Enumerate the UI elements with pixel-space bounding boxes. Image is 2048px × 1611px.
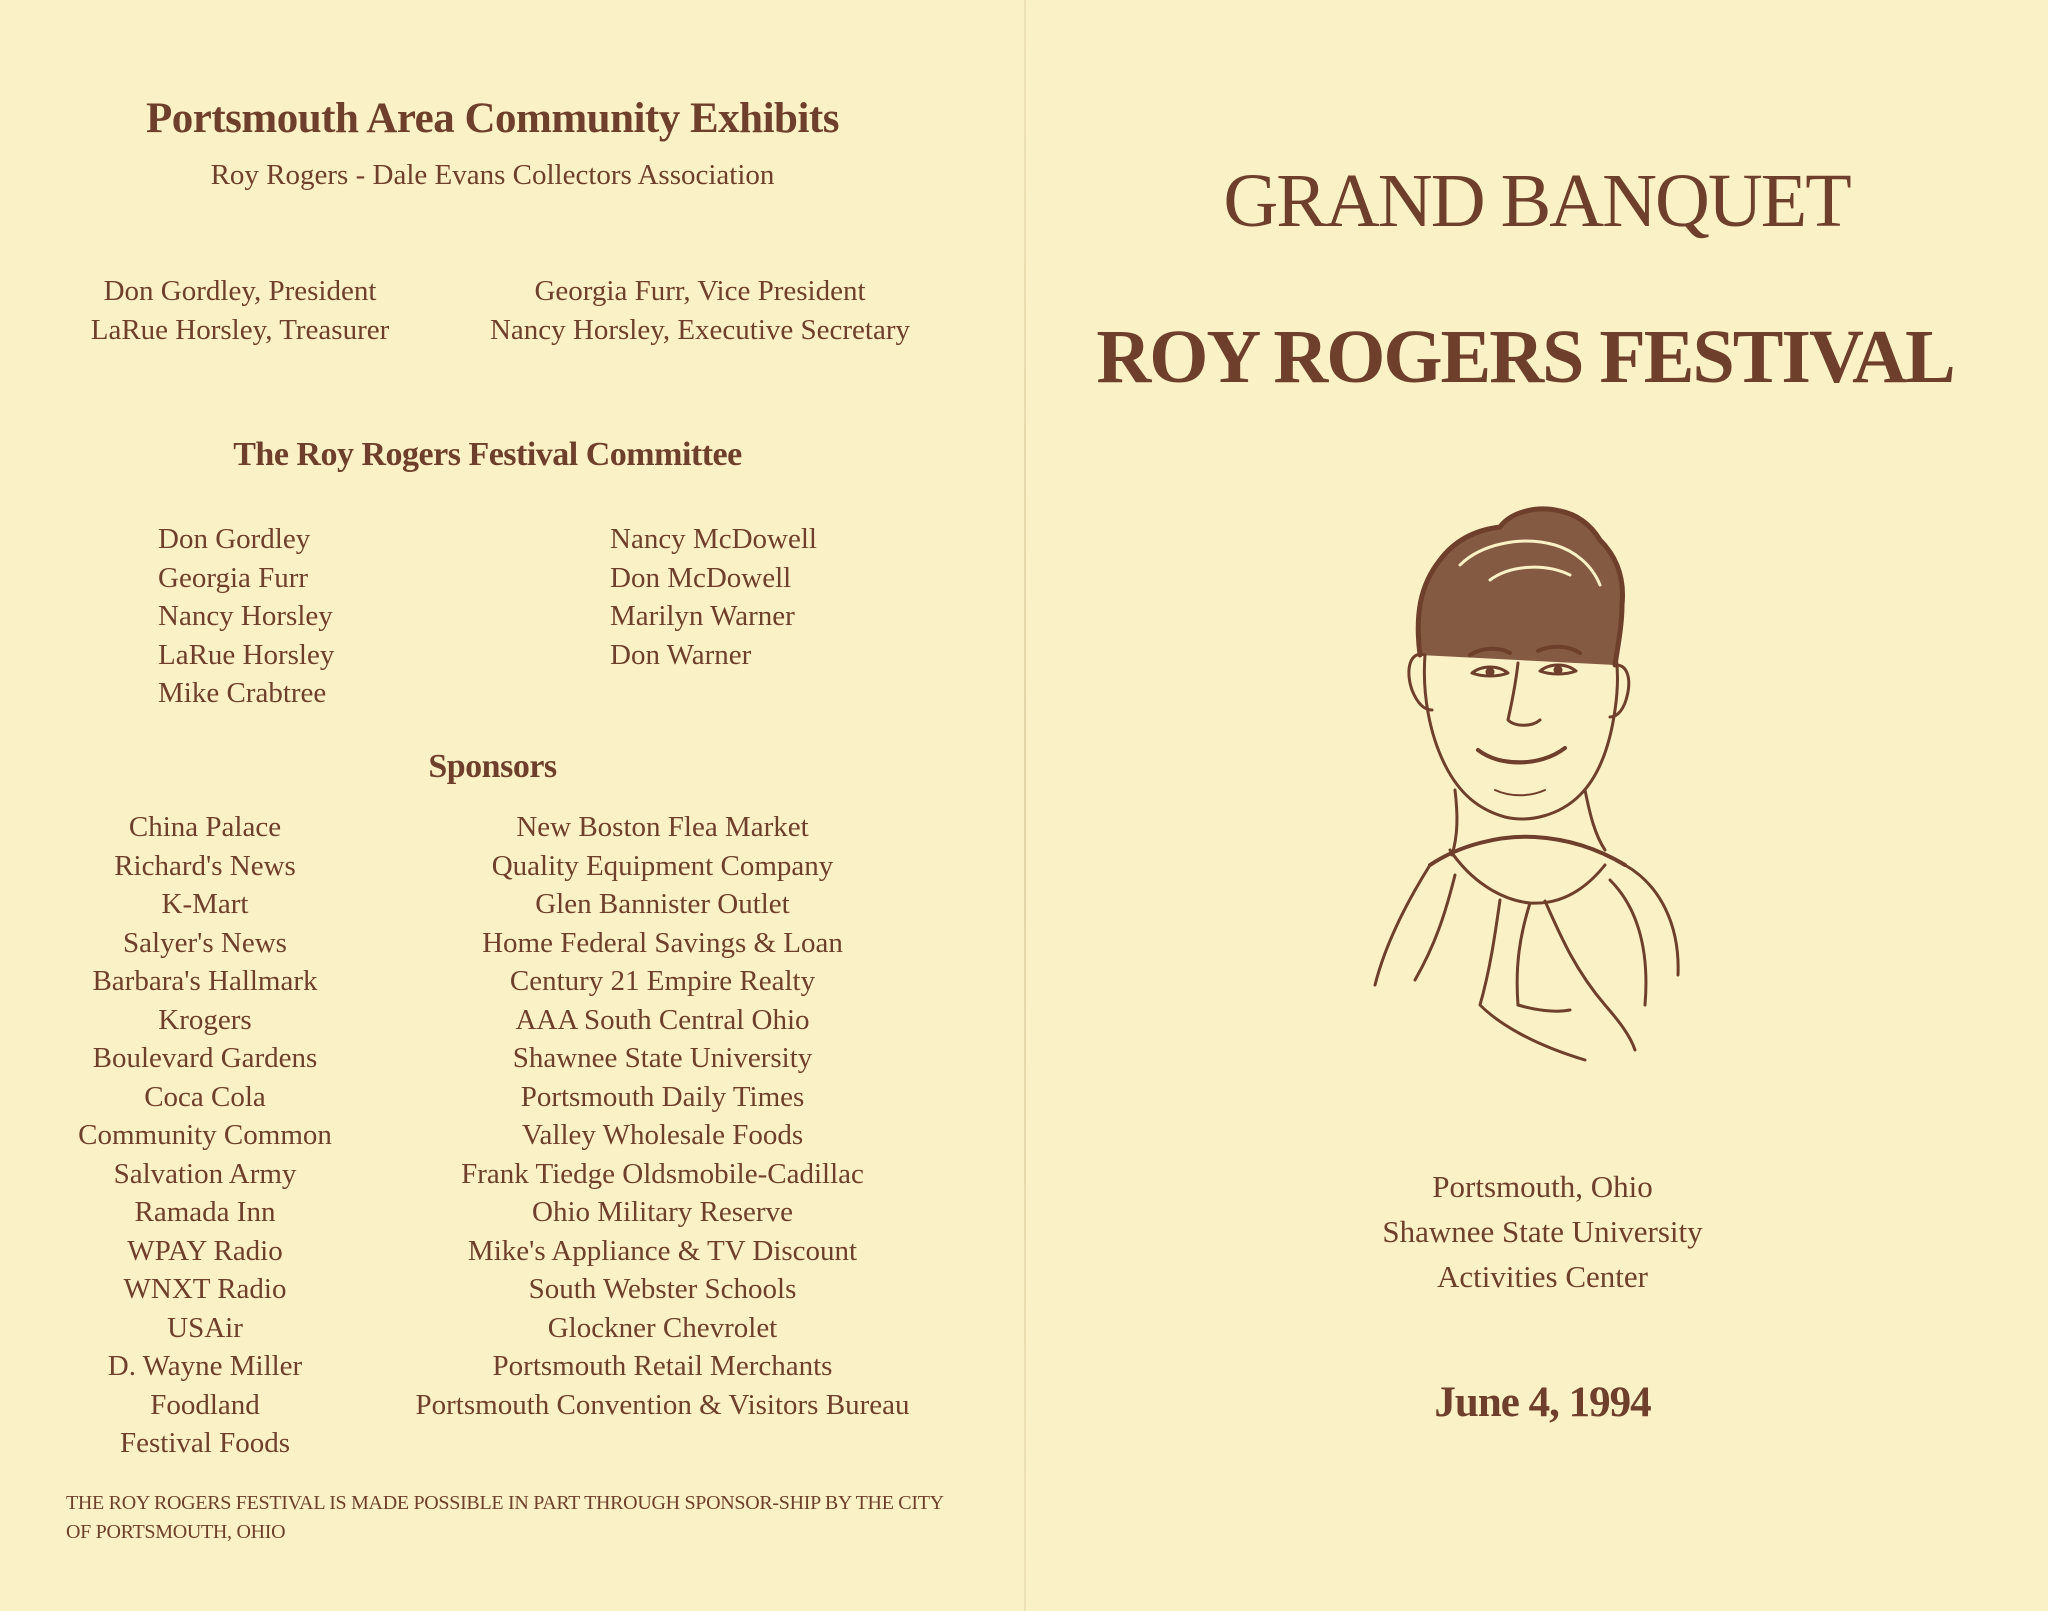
event-date: June 4, 1994	[1434, 1379, 1651, 1426]
sponsor-item: Foodland	[150, 1388, 260, 1421]
cowboy-portrait-icon	[1360, 505, 1740, 1065]
location-block	[1025, 1164, 2048, 1299]
committee-member: Mike Crabtree	[158, 677, 327, 709]
committee-right-column	[610, 520, 930, 674]
sponsor-item: China Palace	[128, 811, 282, 843]
committee-member: Marilyn Warner	[610, 600, 795, 632]
sponsor-item: Quality Equipment Company	[491, 849, 834, 882]
committee-member: Don Gordley	[158, 523, 311, 555]
location-venue: Activities Center	[1437, 1259, 1648, 1294]
sponsor-item: USAir	[167, 1311, 243, 1344]
sponsor-item: Portsmouth Retail Merchants	[492, 1350, 833, 1382]
sponsor-item: South Webster Schools	[528, 1273, 797, 1305]
sponsor-item: Valley Wholesale Foods	[521, 1119, 804, 1151]
committee-member: Nancy Horsley	[158, 600, 333, 632]
sponsor-item: Barbara's Hallmark	[92, 965, 318, 997]
sponsors-title: Sponsors	[428, 748, 557, 785]
sponsor-item: New Boston Flea Market	[516, 811, 809, 843]
sponsor-item: Home Federal Savings & Loan	[482, 926, 843, 959]
sponsors-right-column	[390, 808, 935, 1424]
right-panel	[1025, 0, 2048, 1611]
sponsor-item: Glockner Chevrolet	[547, 1311, 778, 1344]
location-city: Portsmouth, Ohio	[1432, 1169, 1653, 1204]
festival-title: ROY ROGERS FESTIVAL	[1096, 315, 1954, 399]
sponsor-item: Salyer's News	[123, 926, 287, 959]
exhibits-title: Portsmouth Area Community Exhibits	[146, 95, 839, 142]
committee-member: Nancy McDowell	[610, 523, 817, 555]
committee-member: Don Warner	[610, 638, 752, 671]
sponsors-left-column	[45, 808, 365, 1463]
sponsor-item: Boulevard Gardens	[92, 1042, 318, 1074]
sponsor-item: Portsmouth Convention & Visitors Bureau	[415, 1388, 910, 1421]
sponsor-item: D. Wayne Miller	[107, 1350, 303, 1382]
officer-president: Don Gordley, President	[103, 275, 377, 307]
sponsor-item: Krogers	[158, 1003, 252, 1036]
sponsor-item: Coca Cola	[144, 1080, 266, 1113]
committee-member: Georgia Furr	[158, 561, 309, 594]
sponsor-item: Frank Tiedge Oldsmobile-Cadillac	[461, 1157, 864, 1190]
committee-title: The Roy Rogers Festival Committee	[233, 436, 742, 473]
sponsor-item: Portsmouth Daily Times	[520, 1080, 805, 1113]
sponsor-item: Mike's Appliance & TV Discount	[467, 1234, 858, 1267]
sponsor-item: Richard's News	[114, 849, 296, 882]
sponsor-item: Salvation Army	[113, 1157, 297, 1190]
officer-treasurer: LaRue Horsley, Treasurer	[90, 313, 390, 346]
sponsor-item: Shawnee State University	[512, 1042, 813, 1074]
sponsor-item: WPAY Radio	[127, 1234, 283, 1267]
sponsor-item: Glen Bannister Outlet	[535, 888, 790, 920]
sponsor-item: WNXT Radio	[123, 1273, 287, 1305]
sponsor-item: Century 21 Empire Realty	[509, 965, 816, 997]
sponsor-item: Ramada Inn	[134, 1196, 276, 1228]
sponsor-item: Ohio Military Reserve	[532, 1196, 793, 1228]
sponsor-item: K-Mart	[161, 888, 249, 920]
sponsor-item: AAA South Central Ohio	[515, 1003, 810, 1036]
officer-executive-secretary: Nancy Horsley, Executive Secretary	[489, 313, 911, 346]
officers-right-column	[455, 272, 945, 349]
footer-note: THE ROY ROGERS FESTIVAL IS MADE POSSIBLE IN PART THROUGH SPONSOR-SHIP BY THE CITY OF PORTSMOUTH, OHIO	[66, 1492, 944, 1543]
committee-member: Don McDowell	[610, 561, 792, 594]
officers-left-column	[40, 272, 440, 349]
location-university: Shawnee State University	[1382, 1214, 1703, 1249]
committee-left-column	[158, 520, 478, 713]
exhibits-org: Roy Rogers - Dale Evans Collectors Association	[210, 159, 775, 191]
sponsor-item: Festival Foods	[120, 1427, 290, 1459]
officer-vice-president: Georgia Furr, Vice President	[534, 275, 866, 307]
banquet-title: GRAND BANQUET	[1223, 159, 1850, 243]
committee-member: LaRue Horsley	[158, 638, 335, 671]
sponsor-item: Community Common	[78, 1119, 332, 1151]
